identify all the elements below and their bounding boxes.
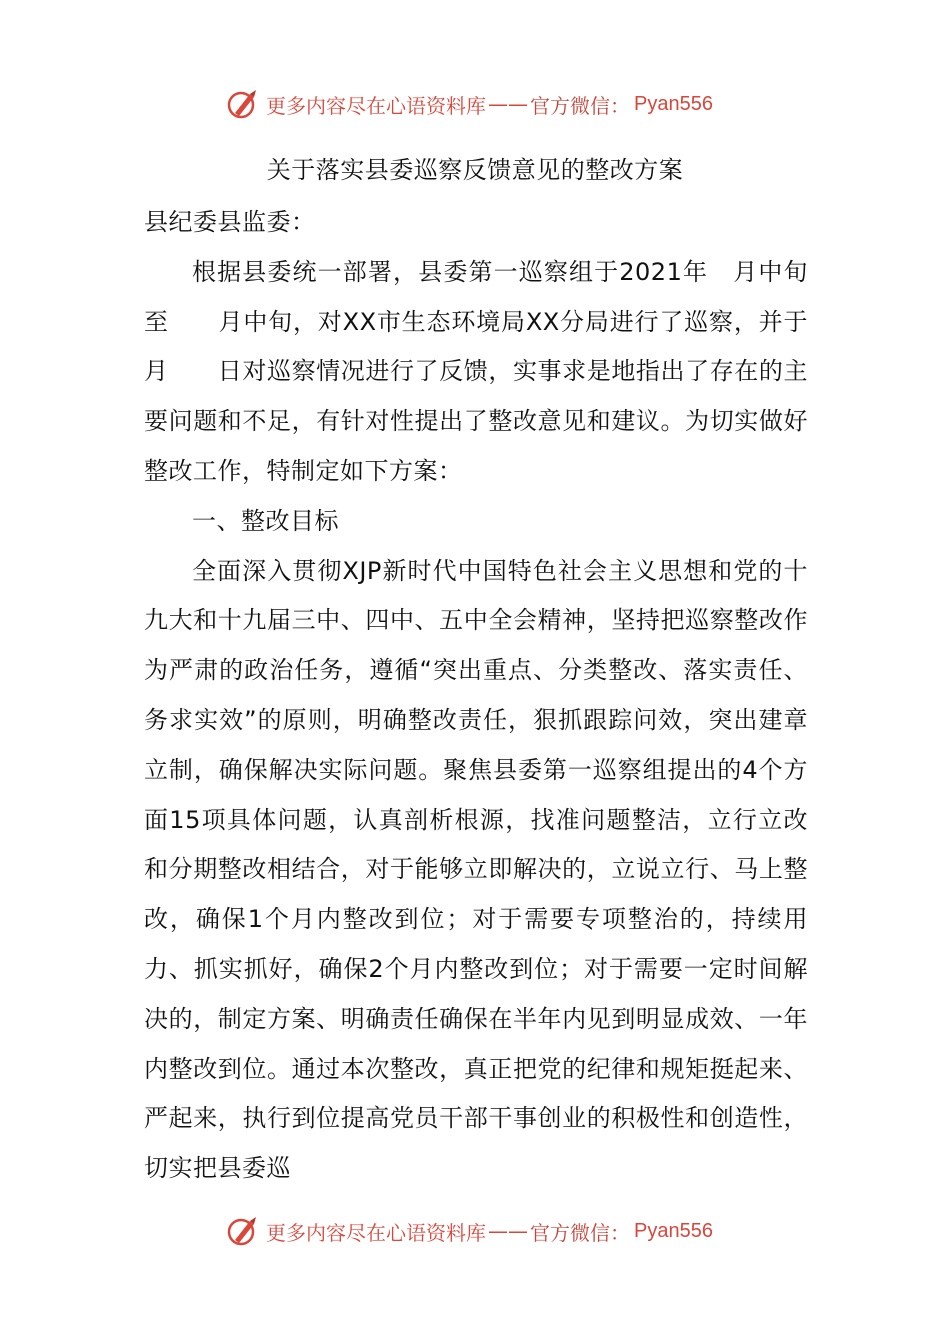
- watermark-wechat-id: Pyan556: [634, 92, 713, 115]
- pen-nib-logo-icon: [226, 1214, 260, 1248]
- watermark-banner-bottom: [226, 1211, 726, 1251]
- watermark-wechat-label: 官方微信：: [530, 1220, 630, 1245]
- document-body: [144, 198, 857, 1194]
- watermark-banner-top: [226, 84, 726, 124]
- watermark-text: 更多内容尽在心语资料库: [266, 93, 486, 118]
- document-title: 关于落实县委巡察反馈意见的整改方案: [266, 156, 684, 184]
- recipient-line: 县纪委县监委：: [144, 208, 316, 236]
- watermark-separator: ——: [488, 92, 528, 116]
- watermark-wechat-label: 官方微信：: [530, 93, 630, 118]
- watermark-separator: ——: [488, 1219, 528, 1243]
- section-heading-goals: 一、整改目标: [192, 506, 339, 535]
- watermark-wechat-id: Pyan556: [634, 1219, 713, 1242]
- paragraph-intro: 根据县委统一部署，县委第一巡察组于2021年 月中旬至 月中旬，对XX市生态环境局XX分局进行了巡察，并于 月 日对巡察情况进行了反馈，实事求是地指出了存在的主要问题和不足，有针对性提出了整改意见和建议。为切实做好整改工作，特制定如下方案：: [144, 257, 857, 485]
- pen-nib-logo-icon: [226, 87, 260, 121]
- paragraph-goals: 全面深入贯彻XJP新时代中国特色社会主义思想和党的十九大和十九届三中、四中、五中全会精神，坚持把巡察整改作为严肃的政治任务，遵循“突出重点、分类整改、落实责任、务求实效”的原则，明确整改责任，狠抓跟踪问效，突出建章立制，确保解决实际问题。聚焦县委第一巡察组提出的4个方面15项具体问题，认真剖析根源，找准问题整洁，立行立改和分期整改相结合，对于能够立即解决的，立说立行、马上整改，确保1个月内整改到位；对于需要专项整治的，持续用力、抓实抓好，确保2个月内整改到位；对于需要一定时间解决的，制定方案、明确责任确保在半年内见到明显成效、一年内整改到位。通过本次整改，真正把党的纪律和规矩挺起来、严起来，执行到位提高党员干部干事创业的积极性和创造性，切实把县委巡: [144, 556, 808, 1183]
- watermark-text: 更多内容尽在心语资料库: [266, 1220, 486, 1245]
